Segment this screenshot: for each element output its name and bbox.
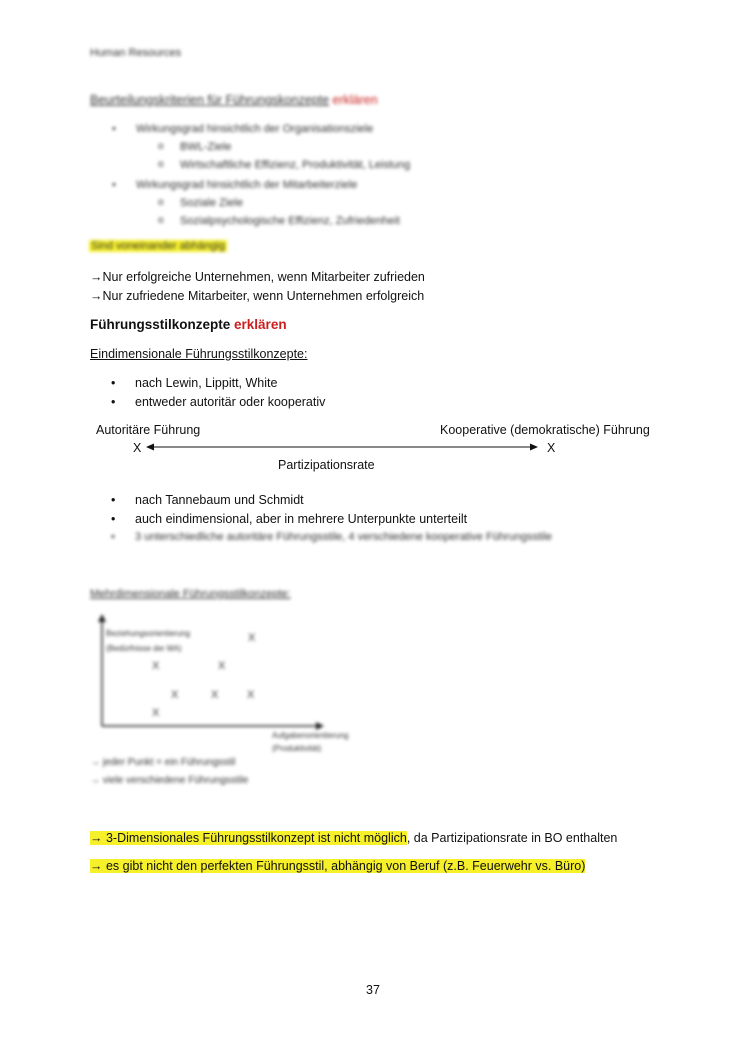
list-item: • Wirkungsgrad hinsichtlich der Mitarbeiterziele <box>136 179 357 191</box>
arrow-line: →Nur erfolgreiche Unternehmen, wenn Mitarbeiter zufrieden <box>90 270 425 284</box>
subheading-eindimensional: Eindimensionale Führungsstilkonzepte: <box>90 347 308 361</box>
scale-right-label: Kooperative (demokratische) Führung <box>440 423 650 437</box>
diagram-point: X <box>171 689 179 701</box>
arrow-icon: → <box>90 757 100 768</box>
section1-heading <box>90 93 378 107</box>
diagram-x-label: Aufgabenorientierung <box>272 731 349 740</box>
section2-heading <box>90 317 287 332</box>
section2-title-accent: erklären <box>234 317 287 332</box>
diagram-point: X <box>152 707 160 719</box>
scale-left-label: Autoritäre Führung <box>96 423 201 437</box>
list-item: o Wirtschaftliche Effizienz, Produktivität, Leistung <box>180 159 410 171</box>
arrow-line: →Nur zufriedene Mitarbeiter, wenn Unternehmen erfolgreich <box>90 289 425 303</box>
diagram-y-label: (Bedürfnisse der MA) <box>106 644 182 653</box>
arrow-icon: → <box>90 831 103 845</box>
diagram-y-label: Beziehungsorientierung <box>106 629 191 638</box>
diagram-point: X <box>248 632 256 644</box>
list-item: • nach Tannebaum und Schmidt <box>135 493 304 507</box>
scale-left-mark: X <box>133 441 142 455</box>
running-header: Human Resources <box>90 47 182 59</box>
arrow-line: → viele verschiedene Führungsstile <box>90 775 249 786</box>
dependency-highlight: Sind voneinander abhängig <box>91 240 225 252</box>
list-item: o BWL-Ziele <box>180 141 231 153</box>
section2-title: Führungsstilkonzepte <box>90 317 231 332</box>
list-item: o Sozialpsychologische Effizienz, Zufriedenheit <box>180 215 400 227</box>
section1-title-accent: erklären <box>332 93 378 107</box>
arrow-icon: → <box>90 289 103 303</box>
subheading-mehrdimensional: Mehrdimensionale Führungsstilkonzepte: <box>90 588 291 600</box>
page-number: 37 <box>366 983 380 997</box>
list-item: • auch eindimensional, aber in mehrere Unterpunkte unterteilt <box>135 512 467 526</box>
diagram-point: X <box>211 689 219 701</box>
conclusion-highlight: → 3-Dimensionales Führungsstilkonzept ist nicht möglich <box>90 831 407 845</box>
diagram-point: X <box>247 689 255 701</box>
section1-title: Beurteilungskriterien für Führungskonzepte <box>90 93 330 107</box>
participation-arrow <box>146 441 538 453</box>
scale-right-mark: X <box>547 441 556 455</box>
list-item: • Wirkungsgrad hinsichtlich der Organisationsziele <box>136 123 373 135</box>
diagram-point: X <box>218 660 226 672</box>
conclusion-highlight: → es gibt nicht den perfekten Führungsstil, abhängig von Beruf (z.B. Feuerwehr vs. Büro) <box>90 859 586 873</box>
conclusion-line <box>90 859 585 873</box>
diagram-x-label: (Produktivität) <box>272 744 322 753</box>
list-item: o Soziale Ziele <box>180 197 243 209</box>
list-item: • entweder autoritär oder kooperativ <box>135 395 325 409</box>
diagram-point: X <box>152 660 160 672</box>
arrow-line: → jeder Punkt = ein Führungsstil <box>90 757 236 768</box>
arrow-icon: → <box>90 270 103 284</box>
arrow-icon: → <box>90 859 103 873</box>
scale-axis-label: Partizipationsrate <box>278 458 375 472</box>
conclusion-line: → 3-Dimensionales Führungsstilkonzept ist nicht möglich, da Partizipationsrate in BO enthalten <box>90 831 618 845</box>
list-item: • 3 unterschiedliche autoritäre Führungsstile, 4 verschiedene kooperative Führungsstile <box>135 531 552 543</box>
arrow-icon: → <box>90 775 100 786</box>
list-item: • nach Lewin, Lippitt, White <box>135 376 277 390</box>
